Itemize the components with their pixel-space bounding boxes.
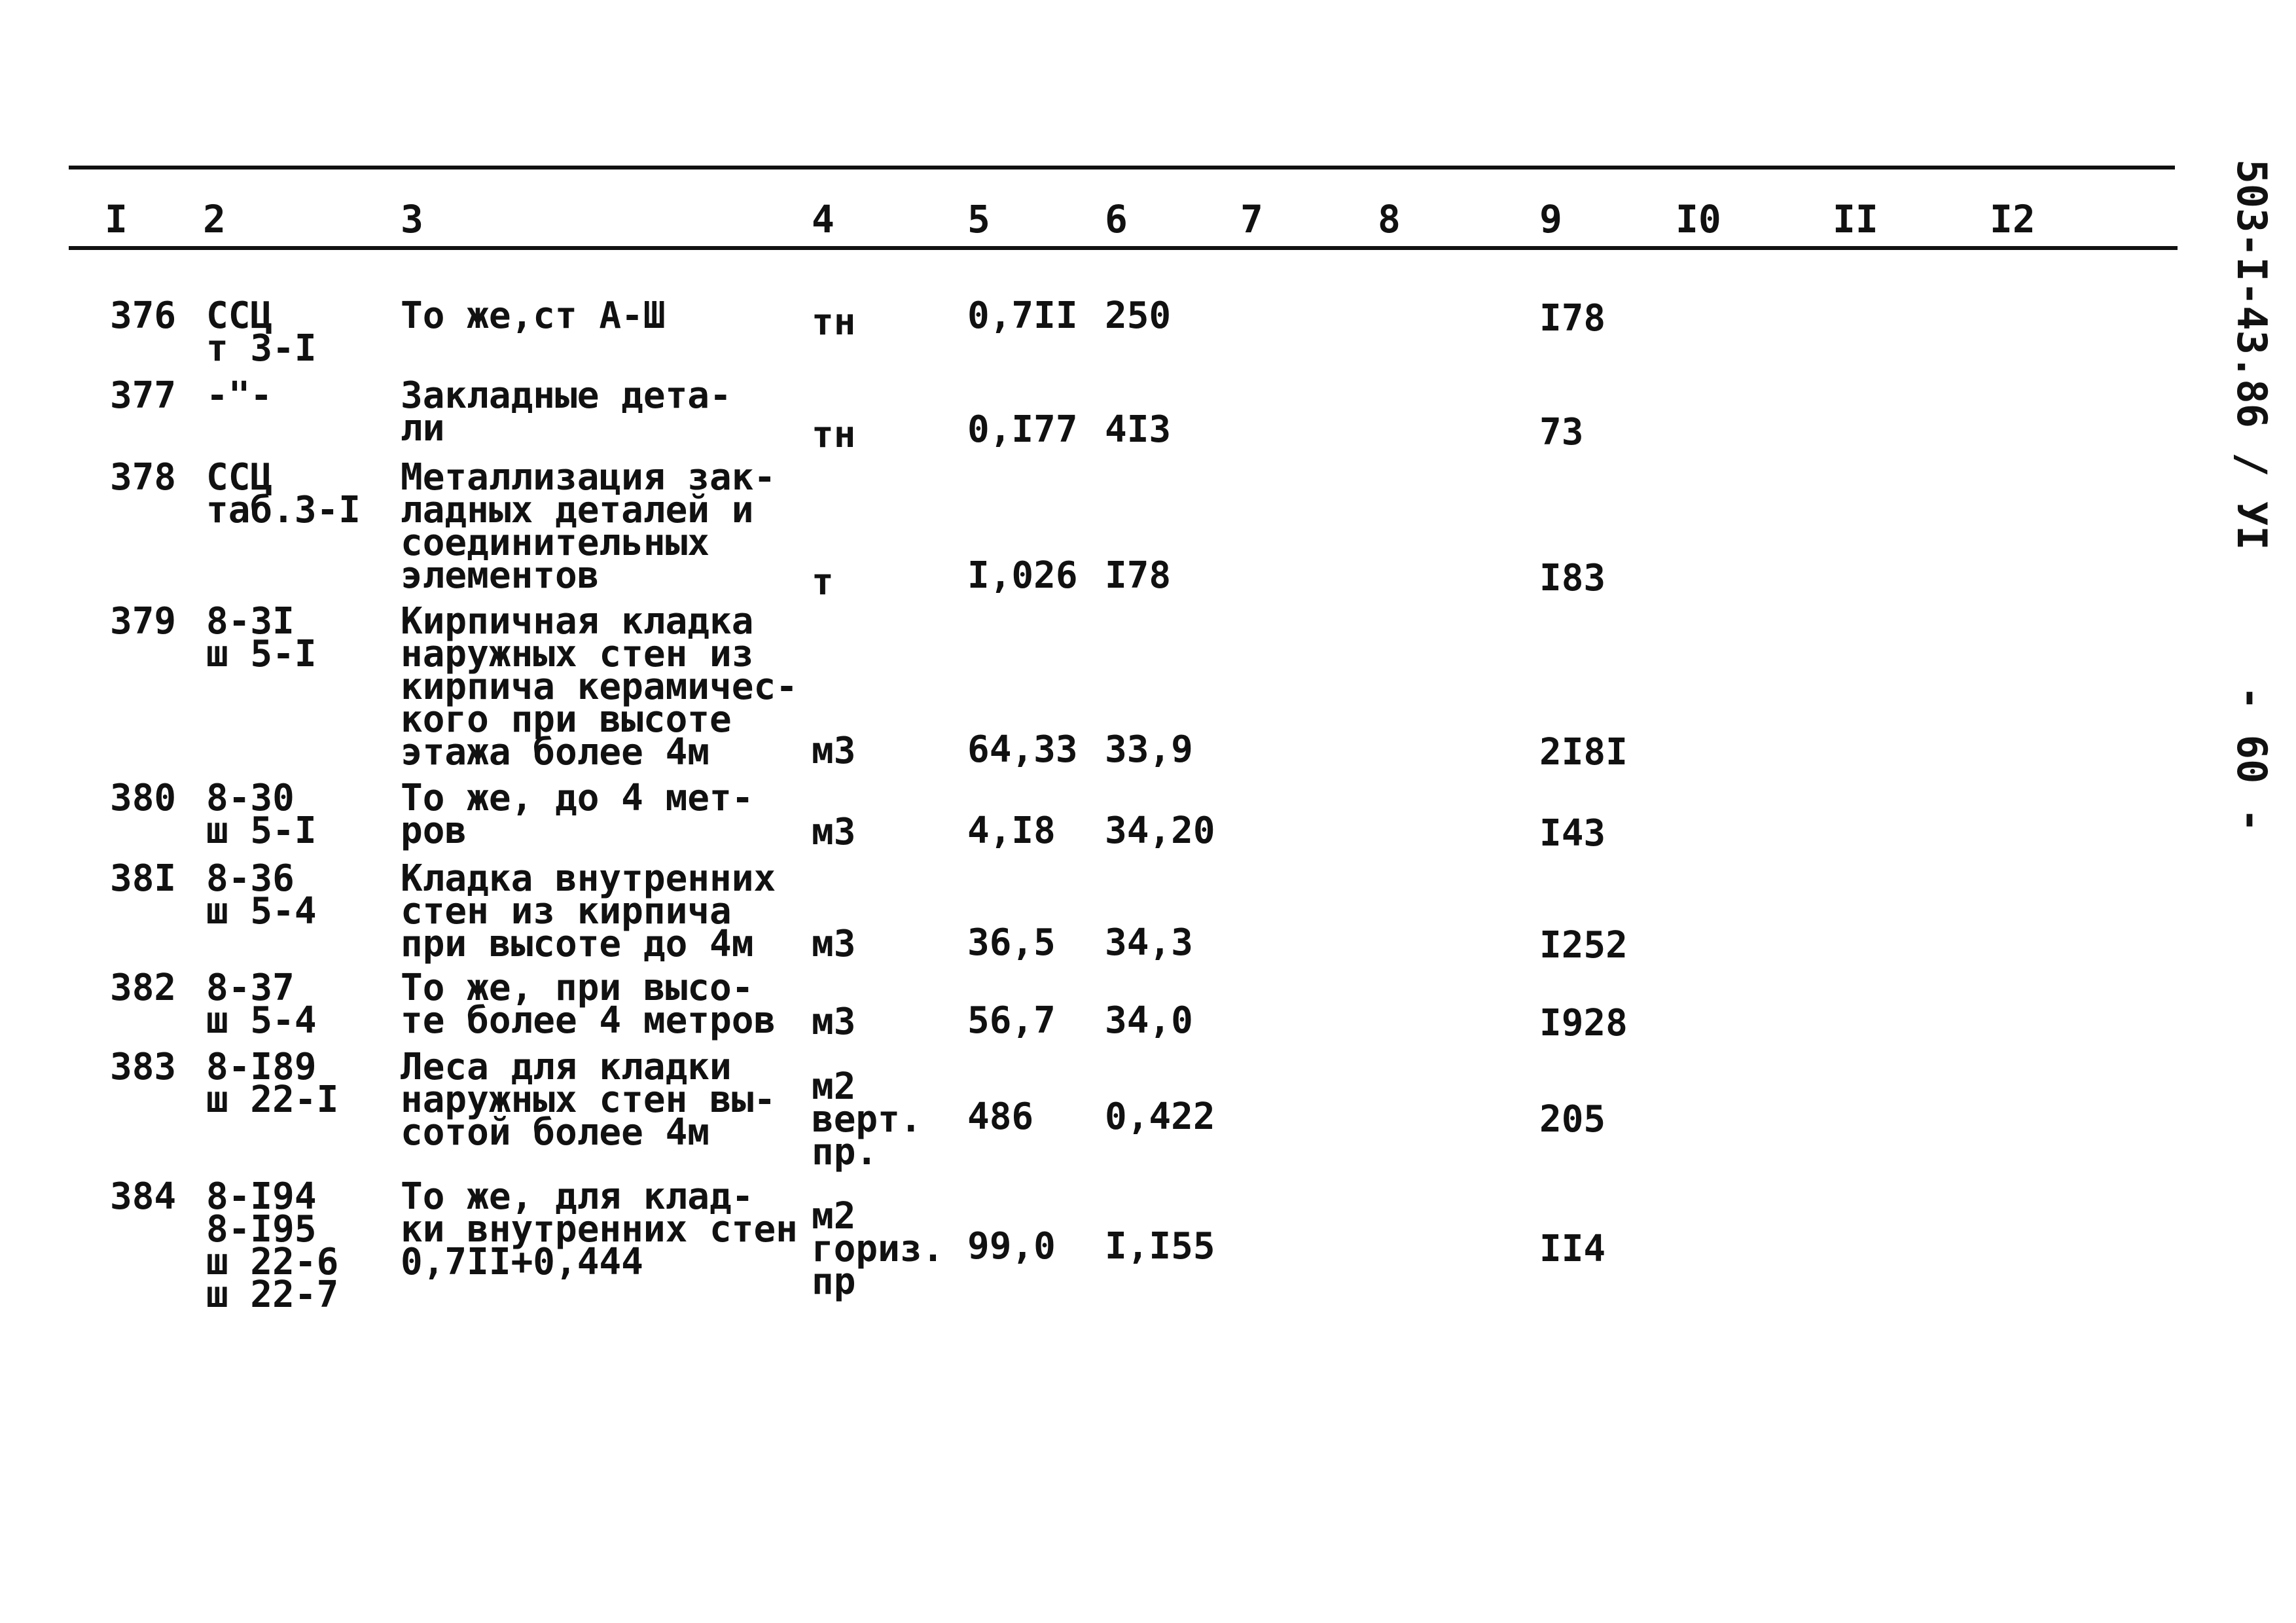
row-unit: м3 bbox=[812, 923, 856, 965]
row-number: 379 bbox=[110, 600, 177, 643]
row-name: Кирпичная кладка наружных стен из кирпича керамичес- кого при высоте этажа более 4м bbox=[401, 600, 798, 774]
column-header-9: 9 bbox=[1539, 197, 1562, 241]
row-name: Кладка внутренних стен из кирпича при высоте до 4м bbox=[401, 857, 776, 965]
table-header-rule bbox=[69, 246, 2178, 250]
column-header-1: I bbox=[105, 197, 128, 241]
row-unit: м3 bbox=[812, 1001, 856, 1043]
row-code: 8-30 ш 5-I bbox=[206, 777, 317, 852]
column-header-11: II bbox=[1833, 197, 1878, 241]
table-top-rule bbox=[69, 166, 2175, 169]
column-header-5: 5 bbox=[967, 197, 990, 241]
row-code: ССЦ таб.3-I bbox=[206, 456, 361, 531]
row-quantity: 36,5 bbox=[967, 921, 1056, 964]
row-name: Металлизация зак- ладных деталей и соединительных элементов bbox=[401, 456, 776, 597]
row-total: I43 bbox=[1539, 812, 1606, 855]
row-name: То же, при высо- те более 4 метров bbox=[401, 967, 776, 1042]
row-quantity: 99,0 bbox=[967, 1225, 1056, 1268]
row-unit-price: I78 bbox=[1105, 554, 1172, 597]
row-unit-price: 34,0 bbox=[1105, 999, 1193, 1042]
row-unit-price: I,I55 bbox=[1105, 1225, 1215, 1268]
column-header-8: 8 bbox=[1378, 197, 1401, 241]
row-number: 376 bbox=[110, 294, 177, 337]
row-number: 384 bbox=[110, 1175, 177, 1218]
page-number: - 60 - bbox=[2228, 686, 2276, 832]
row-unit-price: 0,422 bbox=[1105, 1096, 1215, 1138]
row-quantity: 64,33 bbox=[967, 728, 1078, 771]
row-unit: т bbox=[812, 561, 834, 603]
document-code-margin: 503-I-43.86 / УI bbox=[2228, 159, 2276, 550]
row-unit-price: 34,20 bbox=[1105, 810, 1215, 852]
row-unit-price: 33,9 bbox=[1105, 728, 1193, 771]
row-number: 378 bbox=[110, 456, 177, 499]
column-header-12: I2 bbox=[1990, 197, 2036, 241]
row-quantity: 56,7 bbox=[967, 999, 1056, 1042]
row-name: Леса для кладки наружных стен вы- сотой более 4м bbox=[401, 1046, 776, 1154]
row-number: 382 bbox=[110, 967, 177, 1009]
row-quantity: 0,I77 bbox=[967, 408, 1078, 451]
row-number: 380 bbox=[110, 777, 177, 819]
row-code: 8-36 ш 5-4 bbox=[206, 857, 317, 933]
row-total: II4 bbox=[1539, 1228, 1606, 1270]
row-quantity: I,026 bbox=[967, 554, 1078, 597]
row-total: I252 bbox=[1539, 924, 1628, 967]
row-code: -"- bbox=[206, 374, 273, 417]
column-header-10: I0 bbox=[1676, 197, 1721, 241]
row-unit-price: 34,3 bbox=[1105, 921, 1193, 964]
row-total: I83 bbox=[1539, 557, 1606, 599]
column-header-4: 4 bbox=[812, 197, 834, 241]
row-total: I78 bbox=[1539, 297, 1606, 340]
row-number: 383 bbox=[110, 1046, 177, 1088]
row-total: 2I8I bbox=[1539, 731, 1628, 774]
row-number: 38I bbox=[110, 857, 177, 900]
row-quantity: 4,I8 bbox=[967, 810, 1056, 852]
row-code: 8-I89 ш 22-I bbox=[206, 1046, 339, 1121]
row-name: То же,ст А-Ш bbox=[401, 294, 666, 337]
row-unit: м3 bbox=[812, 811, 856, 853]
row-total: I928 bbox=[1539, 1002, 1628, 1044]
row-total: 205 bbox=[1539, 1098, 1606, 1141]
row-unit: м2 гориз. пр bbox=[812, 1195, 944, 1303]
row-unit: м2 верт. пр. bbox=[812, 1065, 922, 1173]
column-header-3: 3 bbox=[401, 197, 423, 241]
row-total: 73 bbox=[1539, 411, 1584, 454]
row-number: 377 bbox=[110, 374, 177, 417]
row-unit: м3 bbox=[812, 730, 856, 772]
row-code: 8-37 ш 5-4 bbox=[206, 967, 317, 1042]
column-header-6: 6 bbox=[1105, 197, 1128, 241]
row-name: Закладные дета- ли bbox=[401, 374, 732, 450]
row-unit: тн bbox=[812, 414, 856, 456]
row-code: 8-3I ш 5-I bbox=[206, 600, 317, 675]
row-unit-price: 250 bbox=[1105, 294, 1172, 337]
row-code: 8-I94 8-I95 ш 22-6 ш 22-7 bbox=[206, 1175, 339, 1316]
column-header-2: 2 bbox=[203, 197, 226, 241]
row-name: То же, до 4 мет- ров bbox=[401, 777, 754, 852]
column-header-7: 7 bbox=[1240, 197, 1263, 241]
row-unit: тн bbox=[812, 301, 856, 344]
row-unit-price: 4I3 bbox=[1105, 408, 1172, 451]
row-quantity: 486 bbox=[967, 1096, 1034, 1138]
row-code: ССЦ т 3-I bbox=[206, 294, 317, 370]
row-name: То же, для клад- ки внутренних стен 0,7II+0,444 bbox=[401, 1175, 798, 1283]
row-quantity: 0,7II bbox=[967, 294, 1078, 337]
